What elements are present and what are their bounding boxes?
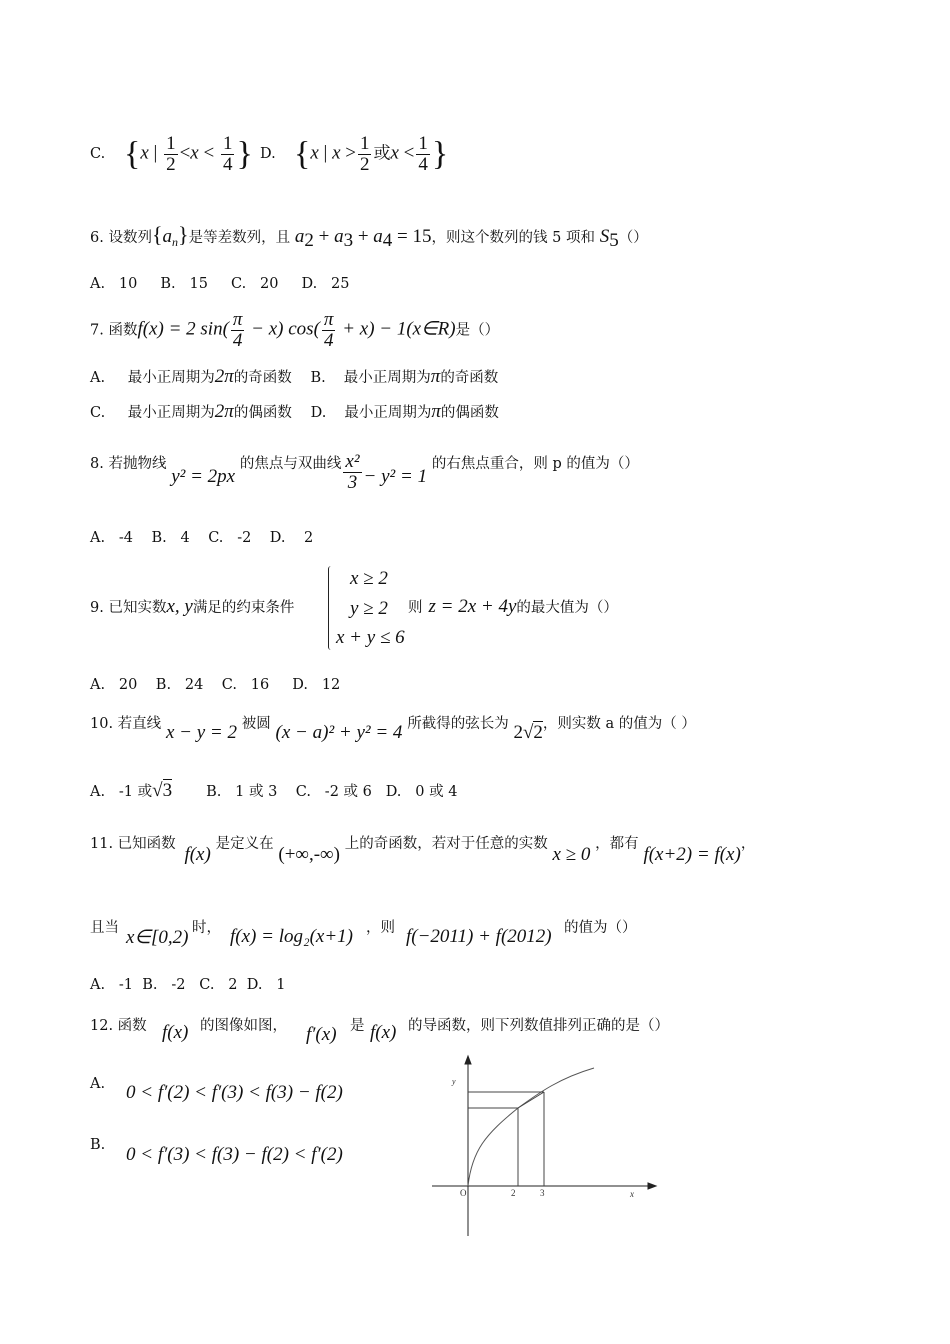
question-6: 6. 设数列$\{a_n\}$是等差数列，且 $a_2 + a_3 + a_4 = 15$，则这个数列的钱 5 项和 $S_5()$ bbox=[90, 222, 648, 251]
q7-option-c: C. 最小正周期为2π的偶函数 D. 最小正周期为π的偶函数 bbox=[90, 401, 499, 422]
question-8: 8. 若抛物线 y² = 2px 的焦点与双曲线 $\frac{\text{x²}}{3}$ − y² = 1 的右焦点重合，则 p 的值为（） bbox=[90, 451, 639, 493]
q7-option-a: A. 最小正周期为2π的奇函数 B. 最小正周期为π的奇函数 bbox=[90, 366, 499, 387]
q9-options: A. 20 B. 24 C. 16 D. 12 bbox=[90, 677, 341, 693]
q11-line2-c: ，则 bbox=[366, 920, 395, 936]
y-axis-arrow bbox=[465, 1056, 471, 1064]
function-curve bbox=[468, 1068, 594, 1186]
q11-suffix: 的值为（） bbox=[564, 920, 637, 936]
q12-option-a-label: A. bbox=[90, 1076, 106, 1092]
q12-option-b-label: B. bbox=[90, 1137, 106, 1153]
function-graph bbox=[420, 1050, 670, 1240]
question-11-line-2: 且当 bbox=[90, 920, 119, 936]
q9-constraint-1: x ≥ 2 bbox=[350, 568, 388, 589]
q5-option-c-label: C. bbox=[90, 146, 106, 162]
q11-interval: x∈[0,2) bbox=[126, 927, 189, 948]
q11-definition: f(x) = log₂(x+1) bbox=[230, 926, 353, 947]
graph-tick-3: 3 bbox=[540, 1188, 545, 1198]
q11-options: A. -1 B. -2 C. 2 D. 1 bbox=[90, 977, 286, 993]
q9-constraint-2: y ≥ 2 bbox=[350, 598, 388, 619]
q12-option-b: 0 < f′(3) < f(3) − f(2) < f′(2) bbox=[126, 1144, 343, 1165]
question-11-line-1: 11. 已知函数 f(x) 是定义在 (+∞,-∞) 上的奇函数，若对于任意的实数 x ≥ 0 ，都有 f(x+2) = f(x)， bbox=[90, 836, 756, 865]
q5-option-d-label: D. bbox=[260, 146, 276, 162]
q9-system-brace bbox=[328, 566, 331, 650]
q11-line2-b: 时， bbox=[192, 920, 221, 936]
q8-options: A. -4 B. 4 C. -2 D. 2 bbox=[90, 530, 314, 546]
q12-f2: f(x) bbox=[370, 1022, 397, 1043]
secant-line bbox=[518, 1092, 544, 1108]
question-10: 10. 若直线 x − y = 2 被圆 (x − a)² + y² = 4 所截得的弦长为 2√2，则实数 a 的值为（ ） bbox=[90, 716, 696, 743]
graph-x-label: x bbox=[630, 1189, 634, 1199]
q12-suffix: 的导函数，则下列数值排列正确的是（） bbox=[408, 1018, 669, 1034]
question-9-tail: 则 z = 2x + 4y的最大值为（） bbox=[408, 596, 618, 617]
graph-y-label: y bbox=[452, 1077, 456, 1086]
question-7: 7. 函数f(x) = 2 sin( $\frac{\pi}{4}$ − x) cos( $\frac{\pi}{4}$ + x) − 1(x∈R)是（） bbox=[90, 309, 500, 351]
question-9-intro: 9. 已知实数x, y满足的约束条件 bbox=[90, 596, 295, 617]
x-axis-arrow bbox=[648, 1183, 656, 1189]
q11-target: f(−2011) + f(2012) bbox=[406, 926, 552, 947]
q12-f: f(x) bbox=[162, 1022, 189, 1043]
q12-mid1: 的图像如图， bbox=[200, 1018, 287, 1034]
q12-mid2: 是 bbox=[350, 1018, 365, 1034]
q12-prefix: 12. 函数 bbox=[90, 1018, 147, 1034]
q9-constraint-3: x + y ≤ 6 bbox=[336, 627, 405, 648]
q5-option-c-set: {x | $\frac{1}{2}$ <x < $\frac{1}{4}$ } bbox=[124, 133, 253, 175]
q12-fprime: f′(x) bbox=[306, 1024, 337, 1045]
graph-origin-label: O bbox=[460, 1188, 467, 1198]
q12-option-a: 0 < f′(2) < f′(3) < f(3) − f(2) bbox=[126, 1082, 343, 1103]
q5-option-d-set: {x | x > $\frac{1}{2}$ 或x < $\frac{1}{4}$ } bbox=[294, 133, 449, 175]
graph-tick-2: 2 bbox=[511, 1188, 516, 1198]
q10-options: A. -1 或√3 B. 1 或 3 C. -2 或 6 D. 0 或 4 bbox=[90, 780, 458, 801]
question-11-line-2-body bbox=[90, 916, 119, 937]
q6-options: A. 10 B. 15 C. 20 D. 25 bbox=[90, 276, 350, 292]
